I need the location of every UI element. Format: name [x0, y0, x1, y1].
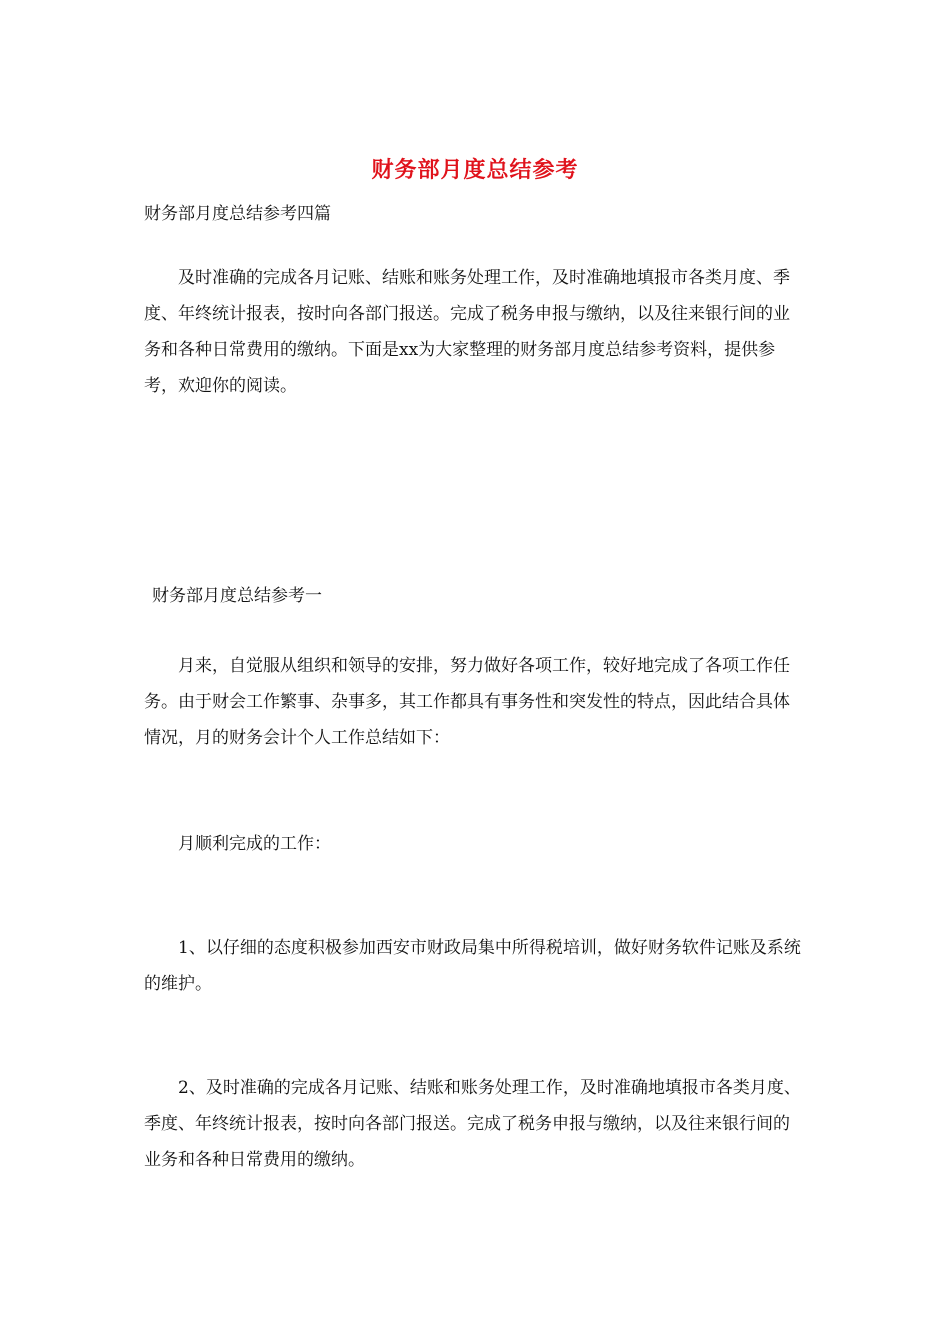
intro-paragraph: 及时准确的完成各月记账、结账和账务处理工作，及时准确地填报市各类月度、季度、年终统计报表，按时向各部门报送。完成了税务申报与缴纳，以及往来银行间的业务和各种日常费用的缴纳。下面是xx为大家整理的财务部月度总结参考资料，提供参考，欢迎你的阅读。 [144, 268, 790, 396]
document-title: 财务部月度总结参考 [371, 157, 579, 183]
list-item-2: 2、及时准确的完成各月记账、结账和账务处理工作，及时准确地填报市各类月度、季度、年终统计报表，按时向各部门报送。完成了税务申报与缴纳，以及往来银行间的业务和各种日常费用的缴纳。 [144, 1078, 801, 1170]
body-paragraph-2: 月顺利完成的工作： [178, 834, 331, 854]
document-subtitle: 财务部月度总结参考四篇 [144, 204, 331, 224]
body-paragraph-1: 月来，自觉服从组织和领导的安排，努力做好各项工作，较好地完成了各项工作任务。由于财会工作繁事、杂事多，其工作都具有事务性和突发性的特点，因此结合具体情况，月的财务会计个人工作总结如下： [144, 656, 790, 748]
section-heading: 财务部月度总结参考一 [152, 586, 322, 606]
list-item-1: 1、以仔细的态度积极参加西安市财政局集中所得税培训，做好财务软件记账及系统的维护。 [144, 938, 801, 994]
